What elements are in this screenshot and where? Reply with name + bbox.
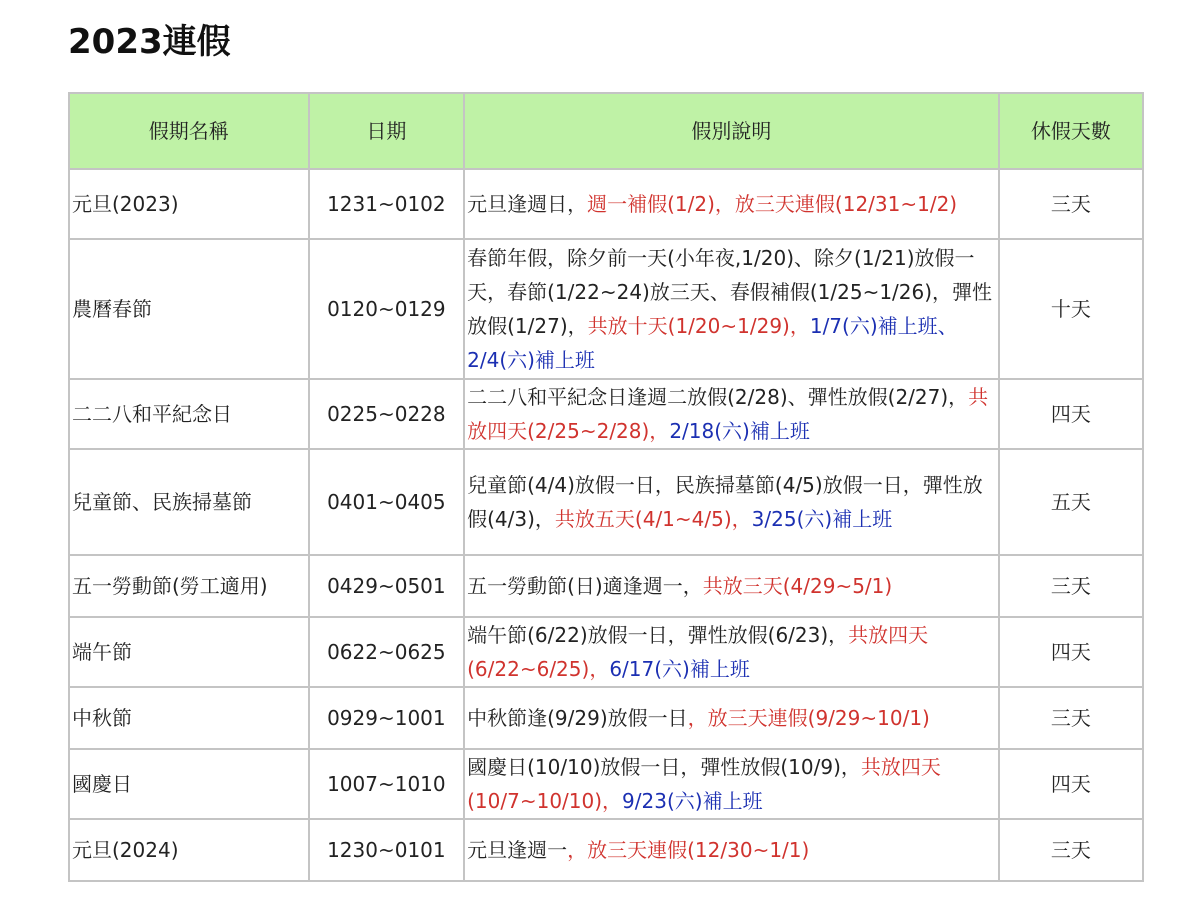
description-text: 元旦逢週日， — [467, 192, 588, 216]
date-range-cell: 0225~0228 — [309, 379, 465, 449]
holiday-name-cell: 國慶日 — [69, 749, 309, 819]
highlight-red-text: 共放四天(10/7~10/10)， — [467, 755, 941, 813]
header-holiday-name: 假期名稱 — [69, 93, 309, 169]
days-off-cell: 三天 — [999, 555, 1143, 617]
date-range-cell: 0401~0405 — [309, 449, 465, 555]
highlight-red-text: 共放四天(6/22~6/25)， — [467, 623, 929, 681]
table-row — [69, 617, 1143, 687]
days-off-cell: 三天 — [999, 819, 1143, 881]
description-cell — [464, 449, 999, 555]
holiday-name-cell: 五一勞動節(勞工適用) — [69, 555, 309, 617]
description-cell — [464, 169, 999, 239]
highlight-red-text: 共放五天(4/1~4/5)， — [554, 507, 752, 531]
days-off-cell: 十天 — [999, 239, 1143, 379]
description-cell — [464, 555, 999, 617]
holiday-name-cell: 農曆春節 — [69, 239, 309, 379]
description-cell — [464, 687, 999, 749]
description-text: 國慶日(10/10)放假一日，彈性放假(10/9)， — [467, 755, 861, 779]
header-date: 日期 — [309, 93, 465, 169]
holiday-name-cell: 端午節 — [69, 617, 309, 687]
days-off-cell: 四天 — [999, 749, 1143, 819]
table-row — [69, 169, 1143, 239]
table-row — [69, 239, 1143, 379]
highlight-red-text: 共放十天(1/20~1/29)， — [587, 314, 810, 338]
description-cell — [464, 239, 999, 379]
date-range-cell: 1007~1010 — [309, 749, 465, 819]
highlight-red-text: 共放四天(2/25~2/28)， — [467, 385, 989, 443]
description-cell — [464, 379, 999, 449]
table-row — [69, 819, 1143, 881]
description-cell — [464, 749, 999, 819]
highlight-red-text: 週一補假(1/2)，放三天連假(12/31~1/2) — [587, 192, 958, 216]
header-description: 假別說明 — [464, 93, 999, 169]
date-range-cell: 0622~0625 — [309, 617, 465, 687]
table-header-row — [69, 93, 1143, 169]
date-range-cell: 1230~0101 — [309, 819, 465, 881]
holiday-name-cell: 元旦(2023) — [69, 169, 309, 239]
holiday-table — [68, 92, 1144, 882]
table-row — [69, 555, 1143, 617]
date-range-cell: 0120~0129 — [309, 239, 465, 379]
description-text: 端午節(6/22)放假一日，彈性放假(6/23)， — [467, 623, 849, 647]
description-cell — [464, 819, 999, 881]
date-range-cell: 0929~1001 — [309, 687, 465, 749]
highlight-blue-text: 3/25(六)補上班 — [751, 507, 893, 531]
description-text: 兒童節(4/4)放假一日，民族掃墓節(4/5)放假一日，彈性放假(4/3)， — [467, 473, 983, 531]
highlight-red-text: ，放三天連假(9/29~10/1) — [687, 706, 930, 730]
date-range-cell: 1231~0102 — [309, 169, 465, 239]
days-off-cell: 三天 — [999, 169, 1143, 239]
holiday-name-cell: 元旦(2024) — [69, 819, 309, 881]
description-text: 中秋節逢(9/29)放假一日 — [467, 706, 688, 730]
date-range-cell: 0429~0501 — [309, 555, 465, 617]
highlight-red-text: ，放三天連假(12/30~1/1) — [567, 838, 810, 862]
table-row — [69, 449, 1143, 555]
description-cell — [464, 617, 999, 687]
description-text: 元旦逢週一 — [467, 838, 568, 862]
holiday-name-cell: 中秋節 — [69, 687, 309, 749]
header-days-off: 休假天數 — [999, 93, 1143, 169]
highlight-blue-text: 1/7(六)補上班、2/4(六)補上班 — [467, 314, 958, 372]
description-text: 五一勞動節(日)適逢週一， — [467, 574, 703, 598]
days-off-cell: 四天 — [999, 379, 1143, 449]
highlight-blue-text: 9/23(六)補上班 — [622, 789, 763, 813]
page-title: 2023連假 — [68, 22, 231, 62]
holiday-name-cell: 二二八和平紀念日 — [69, 379, 309, 449]
table-row — [69, 379, 1143, 449]
days-off-cell: 三天 — [999, 687, 1143, 749]
highlight-red-text: 共放三天(4/29~5/1) — [702, 574, 893, 598]
highlight-blue-text: 2/18(六)補上班 — [669, 419, 810, 443]
table-row — [69, 749, 1143, 819]
highlight-blue-text: 6/17(六)補上班 — [609, 657, 750, 681]
holiday-name-cell: 兒童節、民族掃墓節 — [69, 449, 309, 555]
description-text: 二二八和平紀念日逢週二放假(2/28)、彈性放假(2/27)， — [467, 385, 969, 409]
days-off-cell: 五天 — [999, 449, 1143, 555]
days-off-cell: 四天 — [999, 617, 1143, 687]
table-body — [69, 169, 1143, 881]
description-text: 春節年假，除夕前一天(小年夜,1/20)、除夕(1/21)放假一天，春節(1/22~24)放三天、春假補假(1/25~1/26)，彈性放假(1/27)， — [467, 246, 993, 338]
table-row — [69, 687, 1143, 749]
